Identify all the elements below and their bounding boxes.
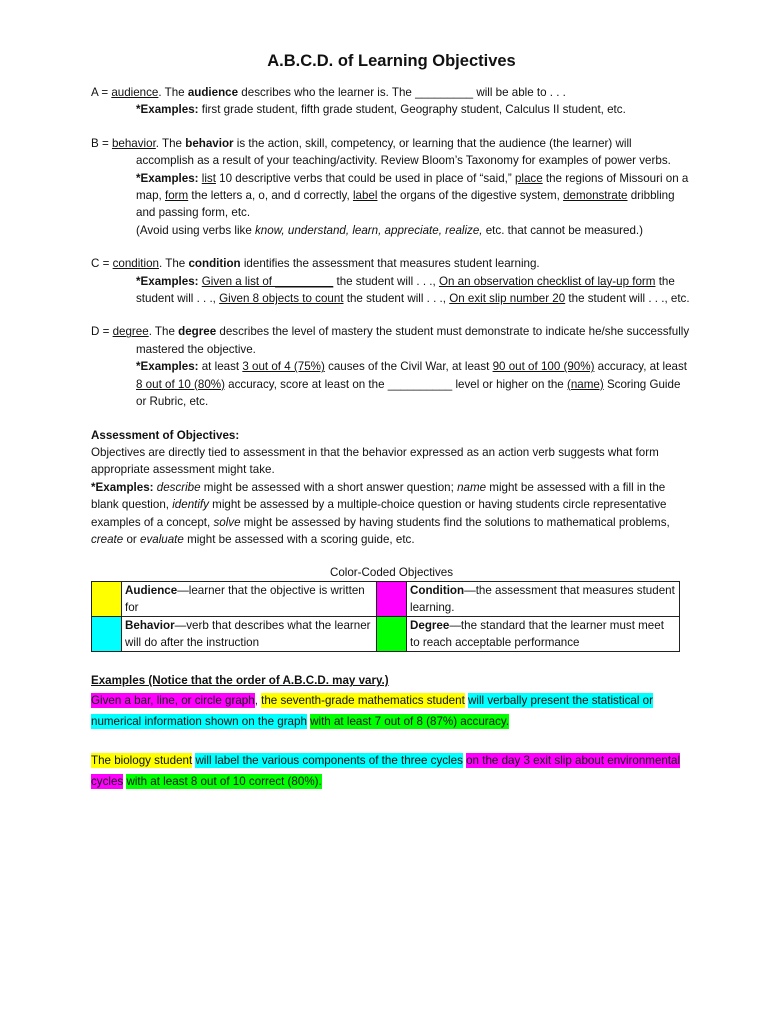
- degree-ex-text-1: at least: [198, 360, 243, 374]
- behavior-text-1: . The: [155, 136, 186, 150]
- degree-example-4: (name): [566, 377, 604, 391]
- example-1: [91, 690, 692, 732]
- assessment-text-4: might be assessed by a multiple-choice question or having students circle representative examples of a concept,: [91, 498, 667, 529]
- condition-bold: condition: [188, 257, 241, 271]
- assessment-examples-label: *Examples:: [91, 480, 154, 494]
- verb-place: place: [514, 171, 543, 185]
- audience-definition: [91, 84, 692, 101]
- behavior-text-2: is the action, skill, competency, or learning that the audience (the learner) will accomplish as a result of your teaching/activity. Review Bloom’s Taxonomy for examples of power verbs.: [136, 136, 671, 168]
- condition-legend-cell: [407, 582, 680, 617]
- condition-example-3: Given 8 objects to count: [219, 292, 344, 306]
- behavior-examples-label: *Examples:: [136, 171, 199, 185]
- examples-heading: Examples (Notice that the order of A.B.C.D. may vary.): [91, 674, 389, 688]
- audience-text-2: describes who the learner is. The _________ will be able to . . .: [238, 86, 566, 99]
- audience-legend-desc: —learner that the objective is written for: [125, 584, 365, 615]
- behavior-legend-desc: —verb that describes what the learner will do after the instruction: [125, 619, 371, 650]
- audience-legend-cell: [122, 582, 377, 617]
- degree-bold: degree: [178, 325, 217, 339]
- avoid-text-2: etc. that cannot be measured.): [482, 223, 643, 237]
- behavior-ex-text-4: the letters a, o, and d correctly,: [188, 189, 353, 203]
- audience-section: [91, 84, 692, 119]
- audience-examples-label: *Examples:: [136, 103, 199, 117]
- condition-ex-text-4: the student will . . .,: [343, 292, 450, 306]
- avoid-text-1: (Avoid using verbs like: [136, 223, 255, 237]
- degree-text-2: describes the level of mastery the student must demonstrate to indicate he/she successfully mastered the objective.: [136, 325, 690, 356]
- degree-legend-cell: [407, 617, 680, 652]
- verb-list: list: [201, 171, 216, 185]
- behavior-definition: [91, 135, 692, 170]
- behavior-avoid-note: [91, 222, 692, 239]
- degree-term: degree: [112, 325, 149, 339]
- verb-form: form: [165, 189, 189, 203]
- degree-examples-label: *Examples:: [136, 360, 199, 374]
- color-legend-table: [91, 581, 680, 652]
- behavior-examples: [91, 170, 692, 222]
- example-1-degree: with at least 7 out of 8 (87%) accuracy.: [310, 714, 510, 728]
- audience-examples-text: first grade student, fifth grade student, Geography student, Calculus II student, etc.: [198, 103, 626, 117]
- assessment-text-2: might be assessed with a short answer question;: [200, 480, 458, 494]
- example-2-condition: on the day 3 exit slip about environmental cycles: [91, 753, 681, 788]
- verb-identify: identify: [172, 498, 209, 512]
- behavior-ex-text-5: the organs of the digestive system,: [377, 189, 564, 203]
- behavior-legend-cell: [122, 617, 377, 652]
- degree-text-1: . The: [148, 325, 179, 339]
- degree-ex-text-3: accuracy, at least: [594, 360, 688, 374]
- condition-text-1: . The: [159, 257, 189, 271]
- condition-prefix: C =: [91, 257, 113, 271]
- condition-ex-text-3: the student will . . .,: [136, 274, 675, 306]
- degree-example-1: 3 out of 4 (75%): [242, 360, 325, 374]
- degree-ex-text-2: causes of the Civil War, at least: [324, 360, 493, 374]
- example-2-degree: with at least 8 out of 10 correct (80%).: [126, 774, 322, 788]
- behavior-ex-text-2: 10 descriptive verbs that could be used in place of “said,”: [215, 171, 515, 185]
- avoid-verbs: know, understand, learn, appreciate, realize,: [255, 223, 483, 237]
- degree-legend-term: Degree: [410, 619, 450, 633]
- degree-color-swatch: [377, 617, 407, 652]
- example-1-separator: ,: [254, 693, 262, 707]
- condition-definition: [91, 255, 692, 272]
- condition-examples-label: *Examples:: [136, 274, 199, 288]
- condition-ex-text-2: the student will . . .,: [333, 274, 439, 288]
- verb-describe: describe: [156, 480, 201, 494]
- condition-term: condition: [112, 257, 160, 271]
- condition-text-2: identifies the assessment that measures student learning.: [240, 257, 540, 271]
- example-2-audience: The biology student: [91, 753, 193, 767]
- behavior-ex-text-3: the regions of Missouri on a map,: [136, 171, 689, 203]
- assessment-section: [91, 427, 692, 549]
- audience-color-swatch: [92, 582, 122, 617]
- degree-prefix: D =: [91, 325, 113, 339]
- audience-legend-term: Audience: [125, 584, 178, 598]
- degree-example-2: 90 out of 100 (90%): [492, 360, 595, 374]
- degree-section: [91, 323, 692, 410]
- audience-prefix: A =: [91, 86, 112, 99]
- legend-caption: Color-Coded Objectives: [329, 566, 454, 580]
- behavior-prefix: B =: [91, 136, 112, 150]
- condition-example-4: On exit slip number 20: [449, 292, 566, 306]
- condition-color-swatch: [377, 582, 407, 617]
- assessment-heading: Assessment of Objectives:: [91, 428, 240, 442]
- degree-ex-text-5: Scoring Guide or Rubric, etc.: [136, 377, 681, 409]
- assessment-examples: [91, 479, 692, 549]
- behavior-term: behavior: [111, 136, 156, 150]
- example-2: [91, 750, 692, 792]
- verb-label: label: [352, 189, 378, 203]
- verb-solve: solve: [213, 515, 241, 529]
- behavior-section: [91, 135, 692, 239]
- condition-legend-desc: —the assessment that measures student learning.: [410, 584, 675, 615]
- example-2-behavior: will label the various components of the three cycles: [195, 753, 463, 767]
- verb-create: create: [91, 532, 124, 546]
- assessment-text-7: might be assessed with a scoring guide, etc.: [183, 532, 415, 546]
- assessment-paragraph: Objectives are directly tied to assessment in that the behavior expressed as an action verb suggests what form appropriate assessment might take.: [91, 445, 659, 477]
- document-title: A.B.C.D. of Learning Objectives: [267, 52, 516, 70]
- degree-ex-text-4: accuracy, score at least on the __________ level or higher on the: [224, 377, 567, 391]
- condition-legend-term: Condition: [410, 584, 465, 598]
- verb-name: name: [457, 480, 487, 494]
- verb-evaluate: evaluate: [140, 532, 184, 546]
- degree-examples: [91, 358, 692, 410]
- behavior-color-swatch: [92, 617, 122, 652]
- condition-example-2: On an observation checklist of lay-up form: [438, 274, 656, 288]
- audience-term: audience: [111, 86, 159, 99]
- audience-bold: audience: [187, 86, 239, 99]
- example-1-audience: the seventh-grade mathematics student: [261, 693, 465, 707]
- condition-section: [91, 255, 692, 307]
- behavior-ex-text-6: dribbling and passing form, etc.: [136, 189, 675, 220]
- legend-row-1: [92, 582, 680, 617]
- behavior-legend-term: Behavior: [125, 619, 175, 633]
- condition-example-1: Given a list of _________: [201, 274, 334, 288]
- condition-ex-text-5: the student will . . ., etc.: [565, 292, 690, 306]
- assessment-text-5: might be assessed by having students find the solutions to mathematical problems,: [240, 515, 670, 529]
- legend-row-2: [92, 617, 680, 652]
- audience-examples: [91, 101, 692, 118]
- behavior-bold: behavior: [185, 136, 234, 150]
- example-1-condition: Given a bar, line, or circle graph: [91, 693, 255, 707]
- verb-demonstrate: demonstrate: [563, 189, 628, 203]
- example-1-behavior: will verbally present the statistical or numerical information shown on the graph: [91, 693, 653, 728]
- degree-definition: [91, 323, 692, 358]
- condition-examples: [91, 273, 692, 308]
- degree-legend-desc: —the standard that the learner must meet to reach acceptable performance: [410, 619, 664, 650]
- audience-text-1: . The: [158, 86, 188, 99]
- assessment-text-6: or: [123, 532, 140, 546]
- degree-example-3: 8 out of 10 (80%): [136, 377, 225, 391]
- assessment-text-3: might be assessed with a fill in the blank question,: [91, 480, 666, 512]
